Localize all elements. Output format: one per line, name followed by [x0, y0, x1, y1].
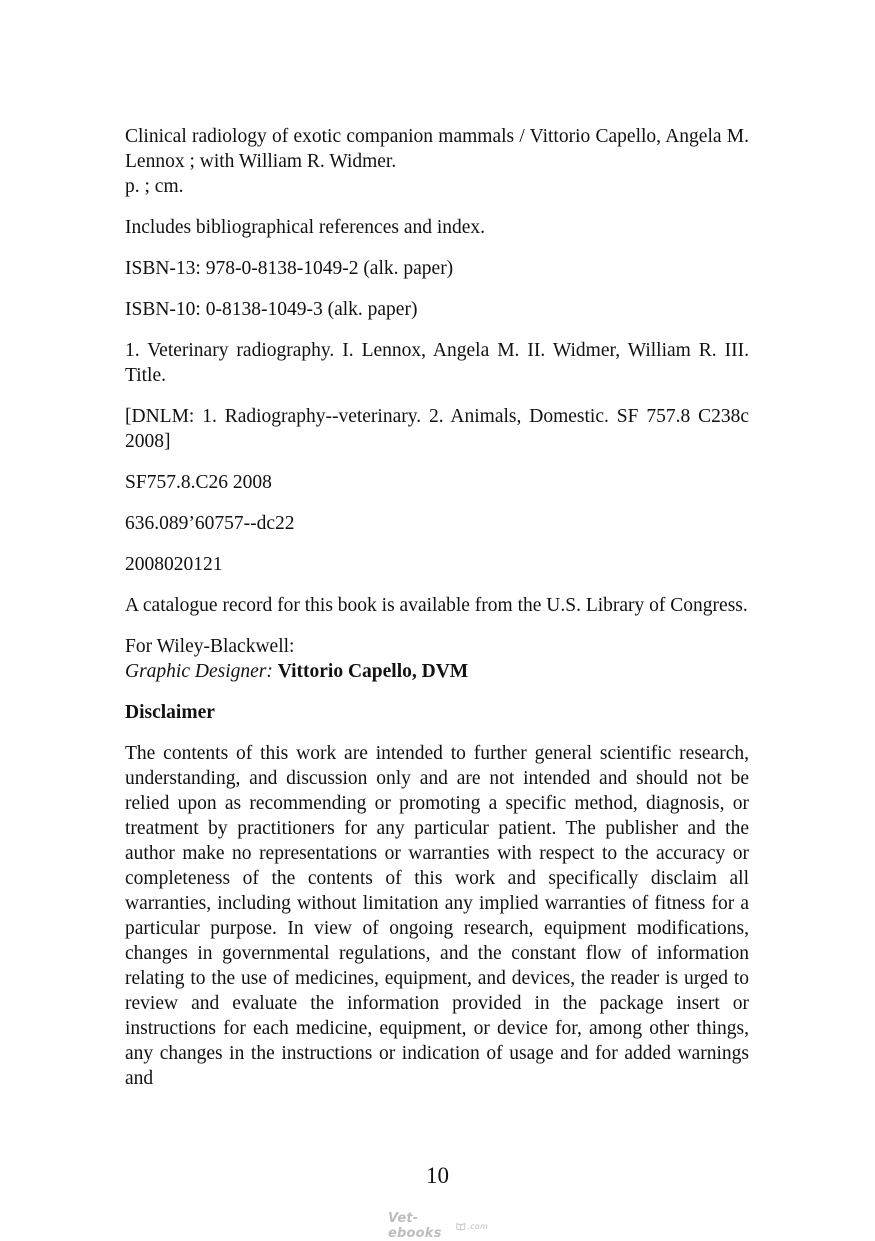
- lccn-number: 2008020121: [125, 554, 223, 575]
- designer-name: Vittorio Capello, DVM: [277, 661, 469, 682]
- watermark-text: Vet-ebooks: [388, 1211, 442, 1241]
- catalog-entry: [125, 124, 749, 199]
- designer-credit: [125, 659, 749, 684]
- page-number: 10: [426, 1163, 449, 1188]
- watermark-suffix: .com: [467, 1221, 488, 1231]
- isbn-10: ISBN-10: 0-8138-1049-3 (alk. paper): [125, 299, 418, 320]
- catalogue-availability: A catalogue record for this book is available from the U.S. Library of Congress.: [125, 595, 748, 616]
- publisher-line: For Wiley-Blackwell:: [125, 636, 295, 657]
- page-content: [125, 124, 749, 1091]
- isbn-13: ISBN-13: 978-0-8138-1049-2 (alk. paper): [125, 258, 454, 279]
- disclaimer-text: The contents of this work are intended to further general scientific research, understanding, and discussion only and are not intended and should not be relied upon as recommending or promoting a specific method, diagnosis, or treatment by practitioners for any particular patient. The publisher and the author make no representations or warranties with respect to the accuracy or completeness of the contents of this work and specifically disclaim all warranties, including without limitation any implied warranties of fitness for a particular purpose. In view of ongoing research, equipment modifications, changes in governmental regulations, and the constant flow of information relating to the use of medicines, equipment, and devices, the reader is urged to review and evaluate the information provided in the package insert or instructions for each medicine, equipment, or device for, among other things, any changes in the instructions or indication of usage and for added warnings and: [125, 743, 749, 1089]
- watermark-logo: [388, 1211, 488, 1241]
- catalog-format-line: p. ; cm.: [125, 176, 184, 197]
- subject-headings: 1. Veterinary radiography. I. Lennox, Angela M. II. Widmer, William R. III. Title.: [125, 340, 749, 386]
- lc-classification: SF757.8.C26 2008: [125, 472, 272, 493]
- dewey-classification: 636.089’60757--dc22: [125, 513, 295, 534]
- disclaimer-heading: Disclaimer: [125, 702, 215, 723]
- designer-role: Graphic Designer:: [125, 661, 273, 682]
- dnlm-classification: [DNLM: 1. Radiography--veterinary. 2. Animals, Domestic. SF 757.8 C238c 2008]: [125, 406, 749, 452]
- bibliography-note: Includes bibliographical references and index.: [125, 217, 486, 238]
- credits-block: [125, 634, 749, 684]
- catalog-title-line: Clinical radiology of exotic companion mammals / Vittorio Capello, Angela M. Lennox ; with William R. Widmer.: [125, 126, 749, 172]
- book-icon: [456, 1221, 466, 1231]
